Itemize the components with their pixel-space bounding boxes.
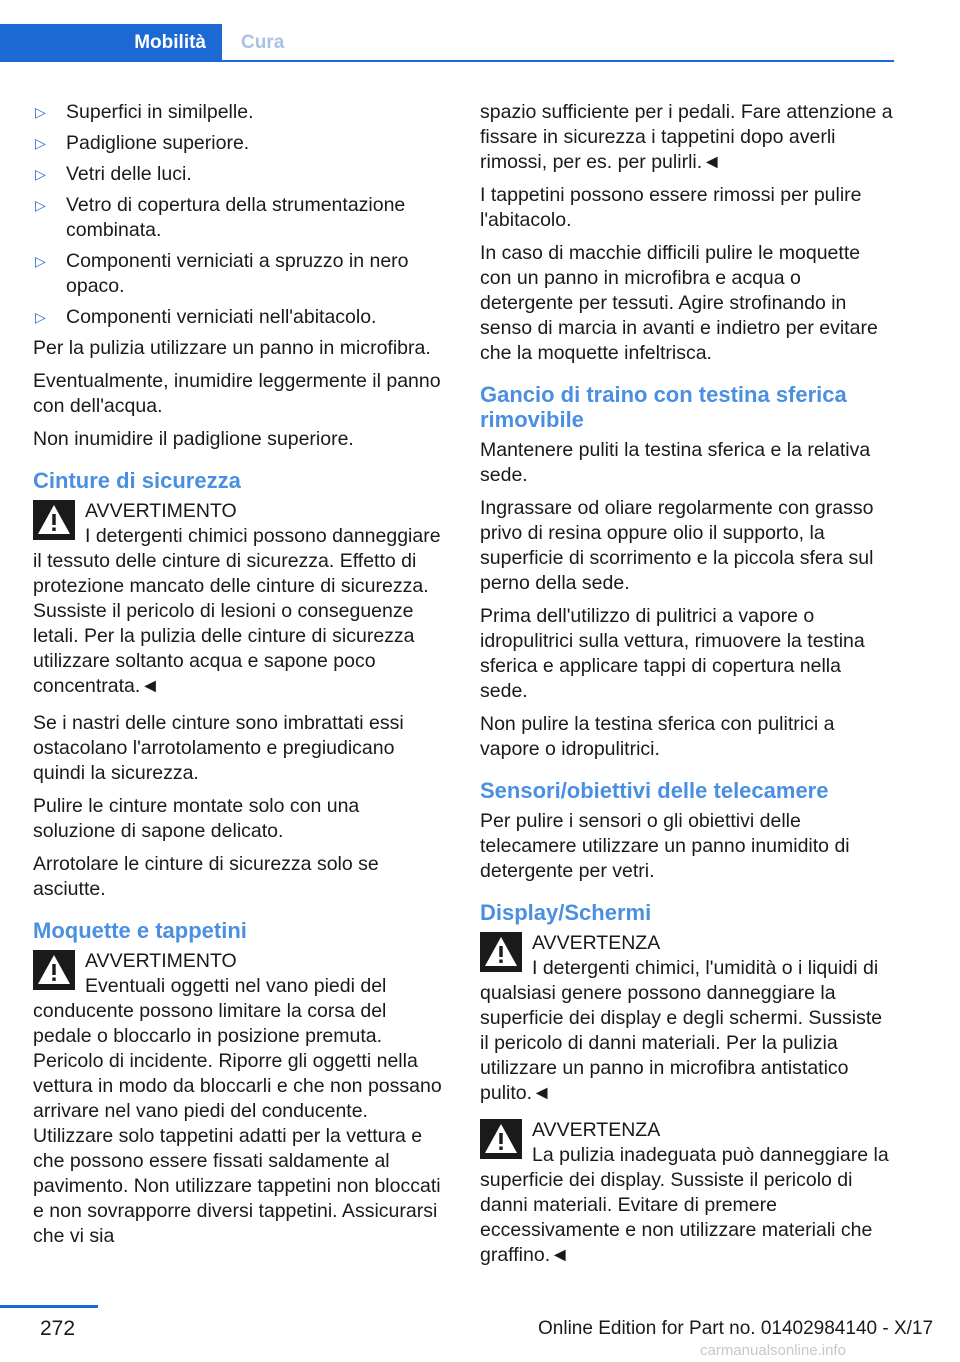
section-heading-moquette: Moquette e tappetini — [33, 918, 247, 943]
section-heading-cinture: Cinture di sicurezza — [33, 468, 241, 493]
triangle-bullet-icon: ▷ — [35, 104, 46, 120]
triangle-bullet-icon: ▷ — [35, 166, 46, 182]
tab-cura[interactable]: Cura — [241, 31, 285, 53]
paragraph: Pulire le cinture montate solo con una soluzione di sapone delicato. — [33, 795, 360, 842]
triangle-bullet-icon: ▷ — [35, 309, 46, 325]
edition-text: Online Edition for Part no. 01402984140 - X/17 — [538, 1318, 934, 1339]
caution-title: AVVERTENZA — [532, 1119, 661, 1141]
warning-triangle-icon — [33, 500, 75, 540]
paragraph: Non inumidire il padiglione superiore. — [33, 428, 354, 450]
caution-text: La pulizia inadeguata può danneggiare la superficie dei display. Sussiste il pericolo di danni materiali. Evitare di premere eccessivamente e non utilizzare materiali che graffino.◄ — [480, 1144, 889, 1266]
header-divider — [0, 60, 894, 62]
warning-block — [33, 949, 443, 1249]
surface-list — [33, 100, 443, 330]
triangle-bullet-icon: ▷ — [35, 197, 46, 213]
caution-text: I detergenti chimici, l'umidità o i liquidi di qualsiasi genere possono danneggiare la superficie dei display e degli schermi. Sussiste il pericolo di danni materiali. Per la pulizia utilizzare un panno in microfibra antistatico pulito.◄ — [480, 957, 883, 1104]
paragraph: Mantenere puliti la testina sferica e la relativa sede. — [480, 439, 871, 486]
list-item: ▷ Vetri delle luci. — [35, 163, 192, 185]
paragraph: Ingrassare od oliare regolarmente con grasso privo di resina oppure olio il supporto, la superficie di scorrimento e la piccola sfera sul perno della sede. — [480, 497, 874, 594]
tab-mobilita[interactable]: Mobilità — [0, 24, 222, 61]
paragraph: Se i nastri delle cinture sono imbrattati essi ostacolano l'arrotolamento e pregiudicano quindi la sicurezza. — [33, 712, 404, 784]
list-item: ▷ Componenti verniciati nell'abitacolo. — [35, 306, 377, 328]
triangle-bullet-icon: ▷ — [35, 253, 46, 269]
page-header — [0, 0, 960, 64]
warning-triangle-icon — [33, 950, 75, 990]
list-item: ▷ Padiglione superiore. — [35, 132, 250, 154]
caution-block — [480, 931, 894, 1106]
left-column — [33, 100, 443, 1261]
section-heading-display: Display/Schermi — [480, 900, 652, 925]
section-heading-gancio: Gancio di traino con testina sferica rimovibile — [480, 382, 847, 432]
caution-block — [480, 1118, 894, 1268]
page-number: 272 — [40, 1317, 76, 1340]
paragraph: I tappetini possono essere rimossi per pulire l'abitacolo. — [480, 184, 862, 231]
warning-text: Eventuali oggetti nel vano piedi del conducente possono limitare la corsa del pedale o bloccarlo in posizione premuta. Pericolo di incidente. Riporre gli oggetti nella vettura in modo da bloccarli e che non possano arrivare nel vano piedi del conducente. Utilizzare solo tappetini adatti per la vettura e che possono essere fissati saldamente al pavimento. Non utilizzare tappetini non bloccati e non sovrapporre diversi tappetini. Assicurarsi che vi sia — [33, 975, 442, 1247]
footer-divider — [0, 1305, 98, 1308]
warning-triangle-icon — [480, 932, 522, 972]
paragraph: Prima dell'utilizzo di pulitrici a vapore o idropulitrici sulla vettura, rimuovere la testina sferica e applicare tappi di copertura nella sede. — [480, 605, 865, 702]
section-heading-sensori: Sensori/obiettivi delle telecamere — [480, 778, 829, 803]
warning-triangle-icon — [480, 1119, 522, 1159]
paragraph: Per la pulizia utilizzare un panno in microfibra. — [33, 337, 431, 359]
warning-title: AVVERTIMENTO — [85, 500, 237, 522]
warning-title: AVVERTIMENTO — [85, 950, 237, 972]
paragraph: Per pulire i sensori o gli obiettivi delle telecamere utilizzare un panno inumidito di detergente per vetri. — [480, 810, 850, 882]
paragraph: Eventualmente, inumidire leggermente il panno con dell'acqua. — [33, 370, 441, 417]
paragraph: In caso di macchie difficili pulire le moquette con un panno in microfibra e acqua o detergente per tessuti. Agire strofinando in senso di marcia in avanti e indietro per evitare che la moquette infeltrisca. — [480, 242, 878, 364]
paragraph: Non pulire la testina sferica con pulitrici a vapore o idropulitrici. — [480, 713, 835, 760]
list-item: ▷ Componenti verniciati a spruzzo in nero opaco. — [35, 250, 409, 297]
warning-text: I detergenti chimici possono danneggiare il tessuto delle cinture di sicurezza. Effetto di protezione mancato delle cinture di sicurezza. Sussiste il pericolo di lesioni o conseguenze letali. Per la pulizia delle cinture di sicurezza utilizzare soltanto acqua e sapone poco concentrata.◄ — [33, 525, 441, 697]
warning-block — [33, 499, 443, 699]
list-item: ▷ Superfici in similpelle. — [35, 101, 254, 123]
caution-title: AVVERTENZA — [532, 932, 661, 954]
triangle-bullet-icon: ▷ — [35, 135, 46, 151]
list-item: ▷ Vetro di copertura della strumentazione combinata. — [35, 194, 406, 241]
paragraph: Arrotolare le cinture di sicurezza solo se asciutte. — [33, 853, 379, 900]
paragraph: spazio sufficiente per i pedali. Fare attenzione a fissare in sicurezza i tappetini dopo averli rimossi, per es. per pulirli.◄ — [480, 101, 893, 173]
watermark-text: carmanualsonline.info — [700, 1342, 846, 1359]
right-column — [480, 100, 894, 1280]
